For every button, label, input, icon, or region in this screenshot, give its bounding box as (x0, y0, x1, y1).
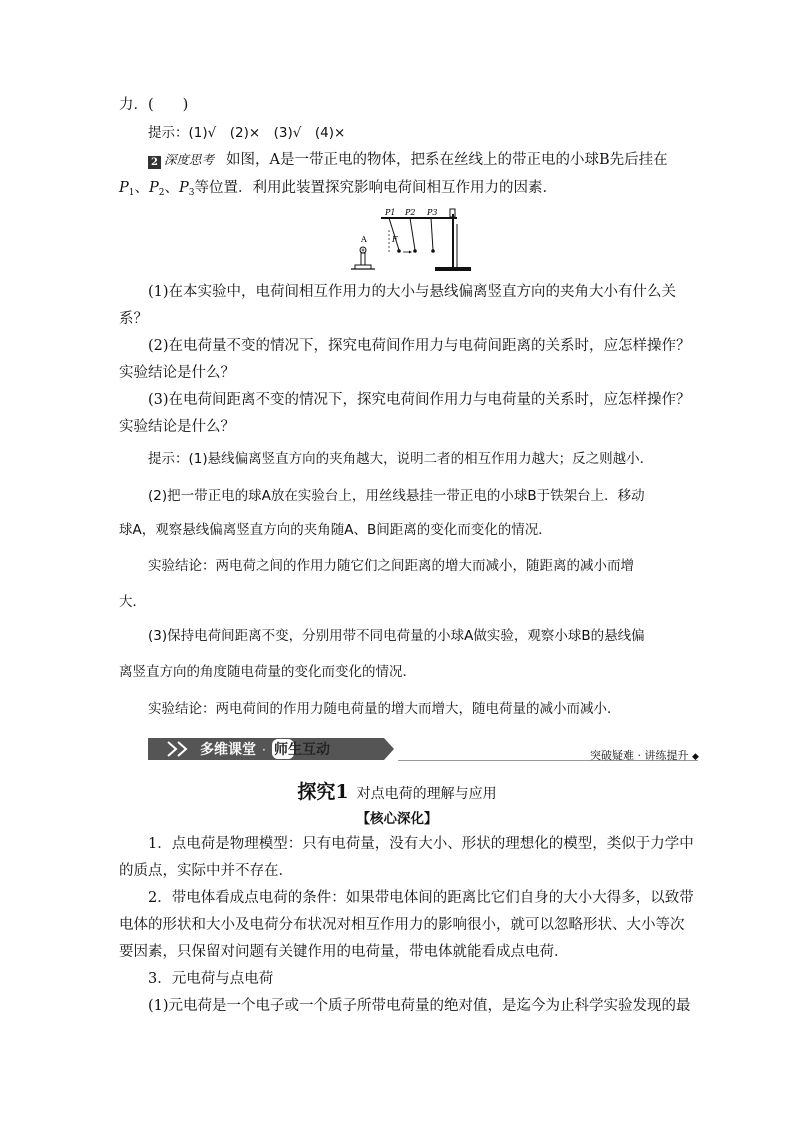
question-1-line1: (1)在本实验中，电荷间相互作用力的大小与悬线偏离竖直方向的夹角大小有什么关 (148, 284, 677, 300)
body-p3-sub1: (1)元电荷是一个电子或一个质子所带电荷量的绝对值，是迄今为止科学实验发现的最 (148, 998, 691, 1014)
answer-2-line1: (2)把一带正电的球A放在实验台上，用丝线悬挂一带正电的小球B于铁架台上．移动 (148, 488, 645, 504)
answer-2-line2: 球A，观察悬线偏离竖直方向的夹角随A、B间距离的变化而变化的情况． (119, 522, 552, 538)
banner-right-label: 突破疑难 · 讲练提升 (590, 749, 689, 762)
body-p2-line1: 2．带电体看成点电荷的条件：如果带电体间的距离比它们自身的大小大得多，以致带 (148, 890, 694, 906)
deep-thinking-line1 (148, 150, 668, 170)
ball-p2 (413, 249, 417, 253)
force-arrowhead (409, 251, 412, 254)
ball-a-support (361, 253, 365, 265)
section-title-text: 对点电荷的理解与应用 (356, 786, 497, 802)
body-p3: 3．元电荷与点电荷 (148, 971, 274, 987)
ball-p1 (397, 249, 401, 253)
banner-highlight-text: 师生互动 (274, 742, 330, 758)
top-line: 力．( ) (119, 97, 189, 113)
tip-answers: 提示：(1)√ (2)× (3)√ (4)× (148, 125, 346, 141)
deep-thinking-line2: $P_1$、$P_2$、$P_3$等位置．利用此装置探究影响电荷间相互作用力的因素． (119, 180, 557, 198)
body-p2-line2: 电体的形状和大小及电荷分布状况对相互作用力的影响很小，就可以忽略形状、大小等次 (119, 917, 685, 933)
question-2-line1: (2)在电荷量不变的情况下，探究电荷间作用力与电荷间距离的关系时，应怎样操作？ (148, 338, 691, 354)
label-p3: P3 (427, 208, 438, 217)
question-3-line2: 实验结论是什么？ (119, 419, 235, 435)
label-p1: P1 (385, 208, 396, 217)
question-3-line1: (3)在电荷间距离不变的情况下，探究电荷间作用力与电荷量的关系时，应怎样操作？ (148, 392, 691, 408)
section-subhead: 【核心深化】 (356, 811, 438, 827)
answer-1: 提示：(1)悬线偏离竖直方向的夹角越大，说明二者的相互作用力越大；反之则越小． (148, 451, 654, 467)
answer-2-conclusion-line2: 大． (119, 594, 146, 610)
thread-p1 (389, 218, 399, 250)
banner-left-text: 多维课堂 (200, 742, 256, 758)
banner-dot: · (262, 743, 266, 757)
answer-2-conclusion-line1: 实验结论：两电荷之间的作用力随它们之间距离的增大而减小，随距离的减小而增 (148, 558, 634, 574)
thread-p3 (431, 218, 433, 250)
thread-p2 (410, 218, 415, 250)
answer-3-conclusion: 实验结论：两电荷间的作用力随电荷量的增大而增大，随电荷量的减小而减小． (148, 701, 621, 717)
section-number: 探究1 (297, 781, 349, 803)
deep-thinking-text: 如图，A是一带正电的物体，把系在丝线上的带正电的小球B先后挂在 (226, 152, 668, 168)
stand-base (435, 267, 471, 271)
section-banner (148, 736, 398, 762)
deep-thinking-label: 深度思考 (164, 152, 215, 167)
label-f: F (392, 235, 398, 244)
question-2-line2: 实验结论是什么？ (119, 365, 235, 381)
answer-3-line1: (3)保持电荷间距离不变，分别用带不同电荷量的小球A做实验，观察小球B的悬线偏 (148, 628, 645, 644)
experiment-figure (345, 206, 475, 274)
banner-right-text (590, 747, 699, 763)
section-title (0, 777, 794, 804)
body-p1-line2: 的质点，实际中并不存在． (119, 863, 293, 879)
diamond-icon: ◆ (692, 752, 699, 762)
label-a: A (361, 235, 367, 244)
ball-p3 (431, 249, 435, 253)
deep-thinking-badge-icon: 2 (148, 156, 161, 169)
body-p2-line3: 要因素，只保留对问题有关键作用的电荷量，带电体就能看成点电荷． (119, 944, 569, 960)
body-p1-line1: 1．点电荷是物理模型：只有电荷量，没有大小、形状的理想化的模型，类似于力学中 (148, 836, 694, 852)
deep-thinking-line2-text: 等位置．利用此装置探究影响电荷间相互作用力的因素． (194, 180, 557, 196)
question-1-line2: 系？ (119, 311, 148, 327)
answer-3-line2: 离竖直方向的角度随电荷量的变化而变化的情况． (119, 664, 416, 680)
label-p2: P2 (405, 208, 416, 217)
ball-a-base (355, 265, 371, 269)
